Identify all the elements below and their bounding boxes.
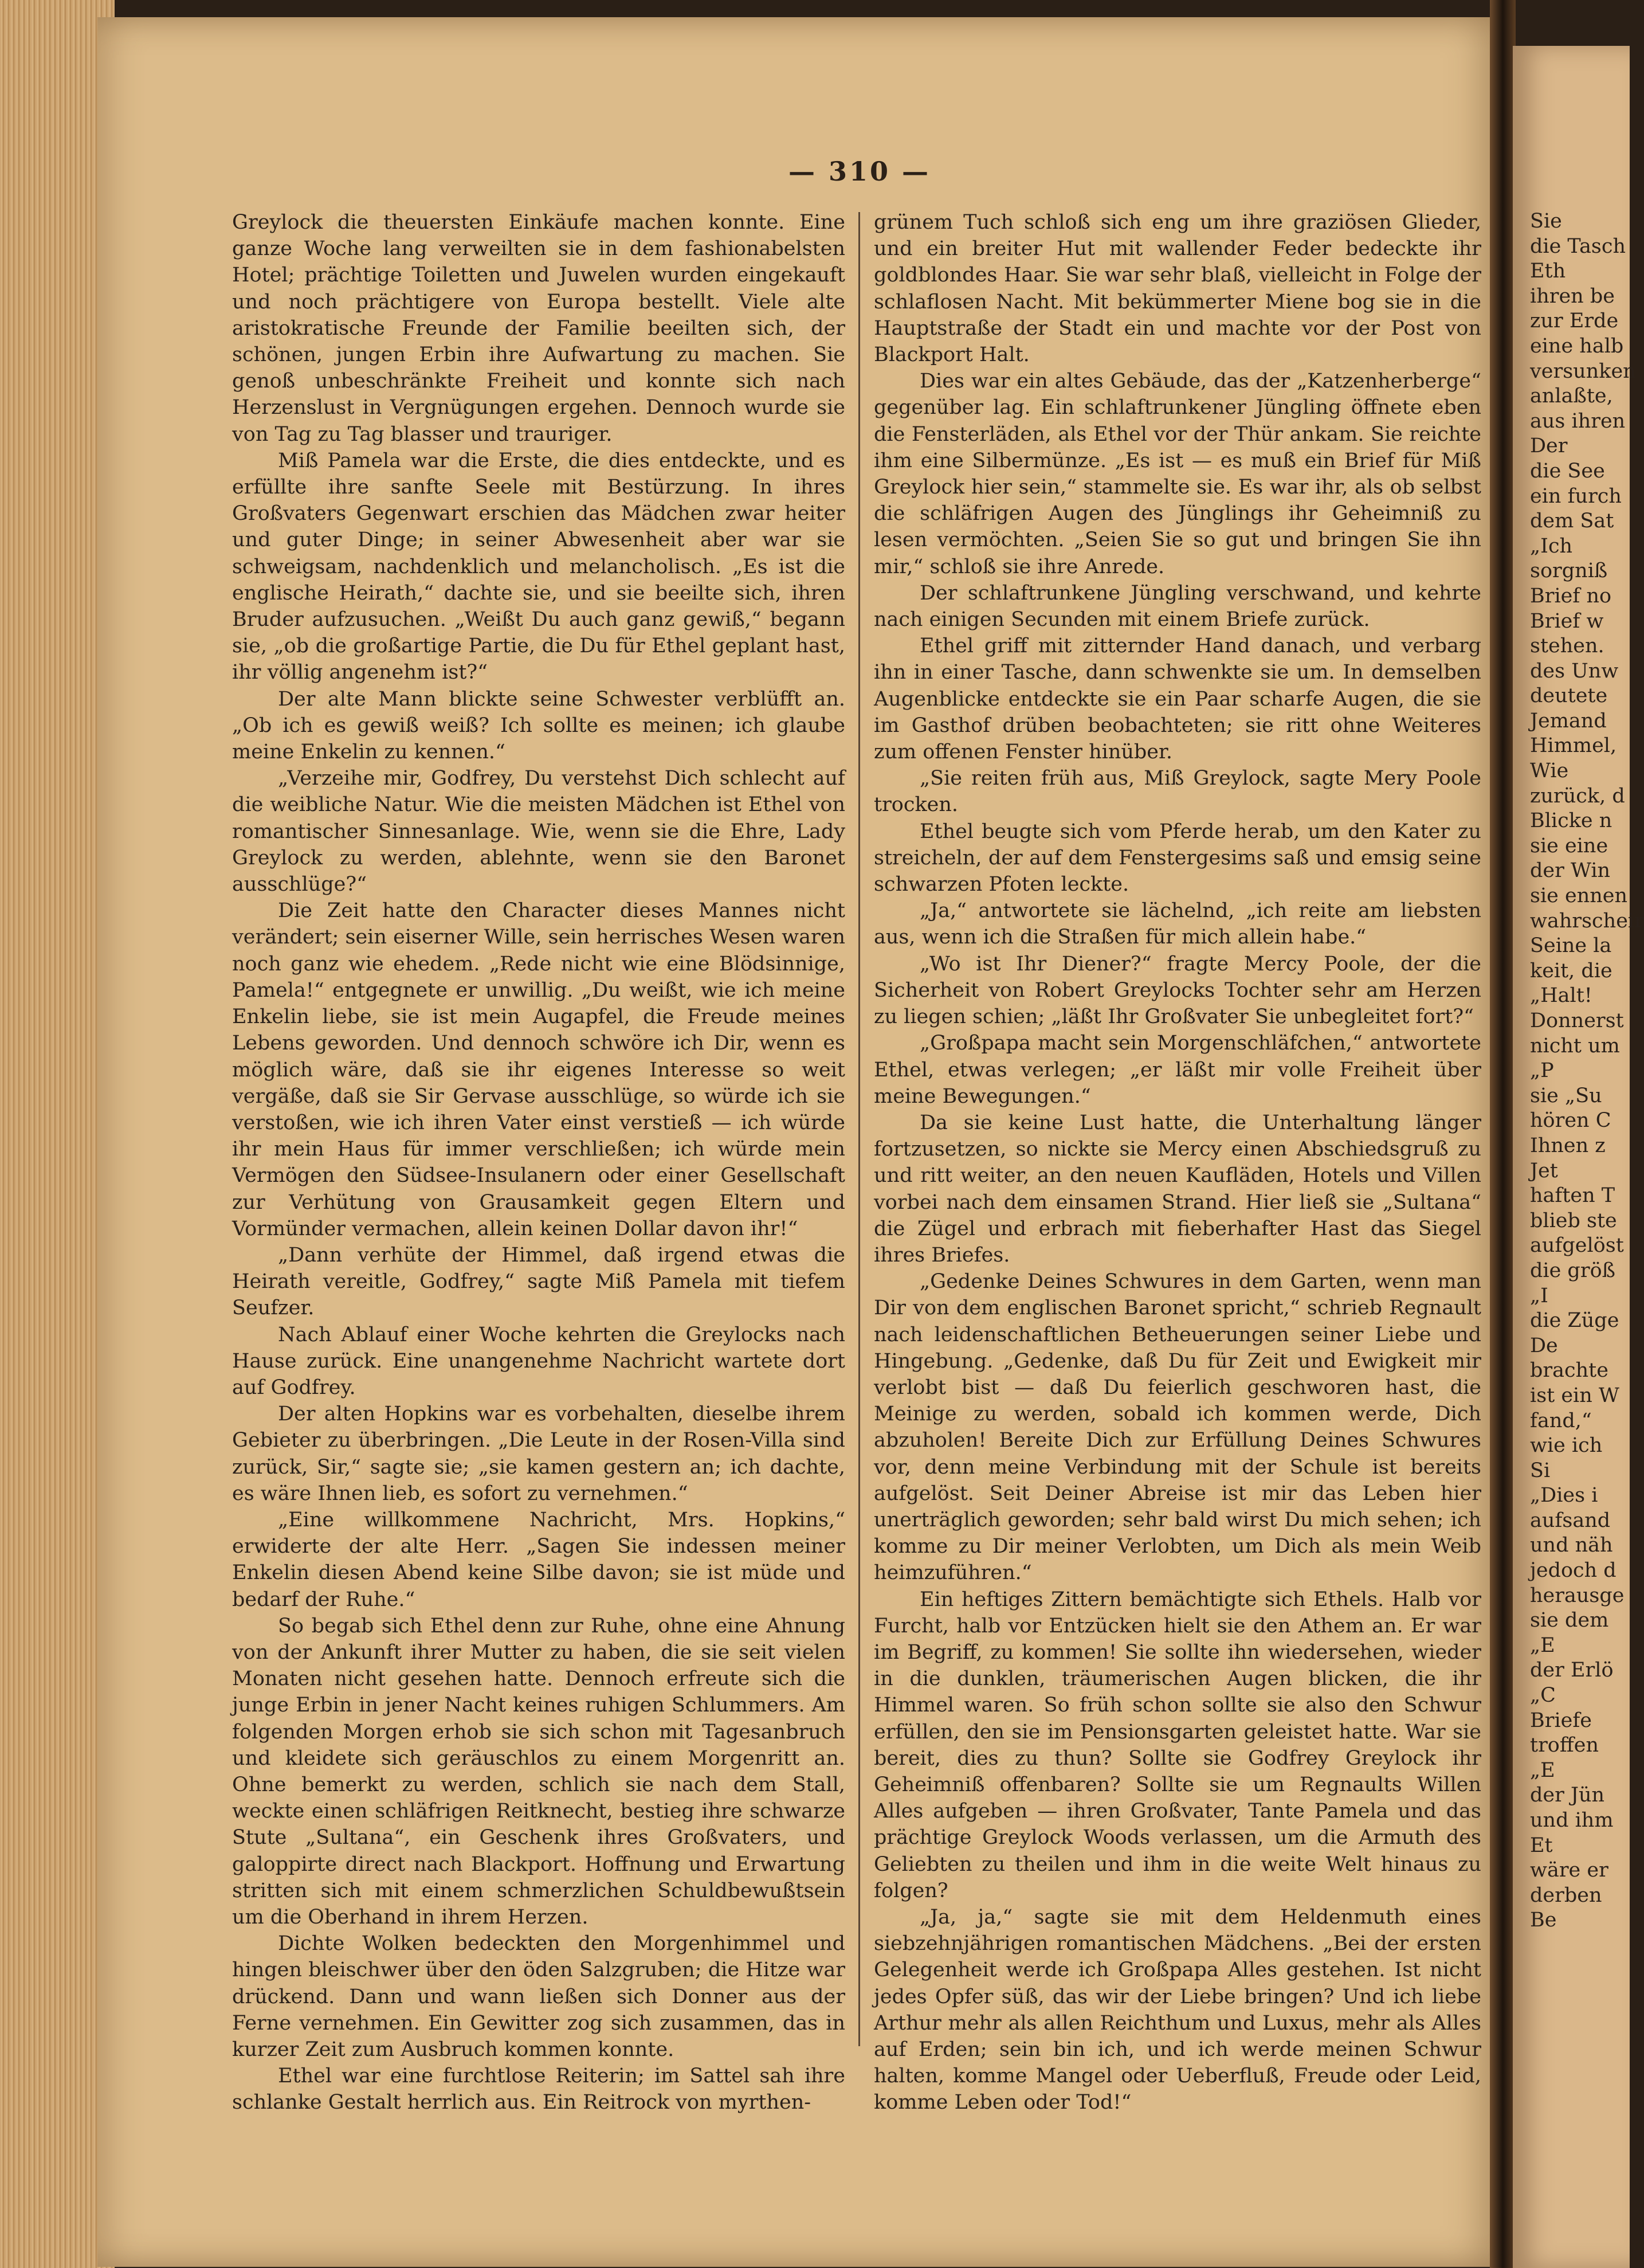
paragraph: Die Zeit hatte den Character dieses Mannes nicht verändert; sein eiserner Wille, sein herrisches Wesen waren noch ganz wie ehedem. „Rede nicht wie eine Blödsinnige, Pamela!“ entgegnete er unwillig. „Du weißt, wie ich meine Enkelin liebe, sie ist mein Augapfel, die Freude meines Lebens geworden. Und dennoch schwöre ich Dir, wenn es möglich wäre, daß sie ihr eigenes Interesse so weit vergäße, daß sie Sir Gervase ausschlüge, so würde ich sie verstoßen, wie ich ihren Vater einst verstieß — ich würde ihr mein Haus für immer verschließen; ich würde mein Vermögen den Südsee-Insulanern oder einer Gesellschaft zur Verhütung von Grausamkeit gegen Eltern und Vormünder vermachen, allein keinen Dollar davon ihr!“ xyxy=(232,899,845,1240)
text-line-fragment: Et xyxy=(1530,1834,1553,1857)
paragraph: „Dann verhüte der Himmel, daß irgend etwas die Heirath vereitle, Godfrey,“ sagte Miß Pamela mit tiefem Seufzer. xyxy=(232,1243,845,1320)
text-line-fragment: troffen xyxy=(1530,1734,1599,1757)
left-text-column xyxy=(232,209,845,2116)
text-line-fragment: Blicke n xyxy=(1530,809,1612,833)
text-line-fragment: keit, die xyxy=(1530,959,1612,982)
text-line-fragment: hören C xyxy=(1530,1109,1611,1133)
paragraph: Ethel beugte sich vom Pferde herab, um den Kater zu streicheln, der auf dem Fenstergesims saß und emsig seine schwarzen Pfoten leckte. xyxy=(874,820,1481,896)
paragraph: Der alten Hopkins war es vorbehalten, dieselbe ihrem Gebieter zu überbringen. „Die Leute in der Rosen-Villa sind zurück, Sir,“ sagte sie; „sie kamen gestern an; ich dachte, es wäre Ihnen lieb, es sofort zu vernehmen.“ xyxy=(232,1403,845,1505)
text-line-fragment: die größ xyxy=(1530,1259,1616,1282)
book-gutter xyxy=(1490,0,1516,2268)
paragraph: „Großpapa macht sein Morgenschläfchen,“ antwortete Ethel, etwas verlegen; „er läßt mir volle Freiheit über meine Bewegungen.“ xyxy=(874,1032,1481,1108)
text-line-fragment: ihren be xyxy=(1530,284,1615,308)
paragraph: Miß Pamela war die Erste, die dies entdeckte, und es erfüllte ihre sanfte Seele mit Bestürzung. In ihres Großvaters Gegenwart erschien das Mädchen zwar heiter und guter Dinge; in seiner Abwesenheit aber war sie schweigsam, nachdenklich und melancholisch. „Es ist die englische Heirath,“ dachte sie, und sie beeilte sich, ihren Bruder aufzusuchen. „Weißt Du auch ganz gewiß,“ begann sie, „ob die großartige Partie, die Du für Ethel geplant hast, ihr völlig angenehm ist?“ xyxy=(232,449,845,684)
text-line-fragment: wäre er xyxy=(1530,1859,1608,1882)
text-line-fragment: Wie xyxy=(1530,759,1569,783)
text-line-fragment: „E xyxy=(1530,1634,1555,1657)
text-line-fragment: Eth xyxy=(1530,260,1566,283)
text-line-fragment: Sie xyxy=(1530,210,1562,233)
paragraph: „Verzeihe mir, Godfrey, Du verstehst Dich schlecht auf die weibliche Natur. Wie die meisten Mädchen ist Ethel von romantischer Sinnesanlage. Wie, wenn sie die Ehre, Lady Greylock zu werden, ablehnte, wenn sie den Baronet ausschlüge?“ xyxy=(232,767,845,896)
text-line-fragment: aus ihren xyxy=(1530,409,1626,433)
text-line-fragment: „P xyxy=(1530,1059,1554,1083)
text-line-fragment: aufsand xyxy=(1530,1509,1611,1532)
text-line-fragment: Brief no xyxy=(1530,584,1612,608)
text-line-fragment: Brief w xyxy=(1530,609,1604,633)
text-line-fragment: wie ich xyxy=(1530,1434,1603,1458)
text-line-fragment: Donnerst xyxy=(1530,1009,1624,1032)
paragraph: Da sie keine Lust hatte, die Unterhaltung länger fortzusetzen, so nickte sie Mercy einen Abschiedsgruß zu und ritt weiter, an den neuen Kaufläden, Hotels und Villen vorbei nach dem einsamen Strand. Hier ließ sie „Sultana“ die Zügel und erbrach mit fieberhafter Hast das Siegel ihres Briefes. xyxy=(874,1111,1481,1267)
paragraph: Greylock die theuersten Einkäufe machen konnte. Eine ganze Woche lang verweilten sie in dem fashionabelsten Hotel; prächtige Toiletten und Juwelen wurden eingekauft und noch prächtigere von Europa bestellt. Viele alte aristokratische Freunde der Familie beeilten sich, der schönen, jungen Erbin ihre Aufwartung zu machen. Sie genoß unbeschränkte Freiheit und konnte sich nach Herzenslust in Vergnügungen ergehen. Dennoch wurde sie von Tag zu Tag blasser und trauriger. xyxy=(232,211,845,446)
text-line-fragment: stehen. xyxy=(1530,634,1604,658)
text-line-fragment: die Tasch xyxy=(1530,234,1626,258)
text-line-fragment: wahrscheir xyxy=(1530,909,1644,933)
text-line-fragment: und näh xyxy=(1530,1534,1613,1557)
text-line-fragment: „E xyxy=(1530,1758,1555,1782)
paragraph: Ethel griff mit zitternder Hand danach, und verbarg ihn in einer Tasche, dann schwenkte sie um. In demselben Augenblicke entdeckte sie ein Paar scharfe Augen, die sie im Gasthof drüben beobachteten; sie ritt ohne Weiteres zum offenen Fenster hinüber. xyxy=(874,634,1481,764)
text-line-fragment: jedoch d xyxy=(1530,1559,1616,1582)
right-page-fragment xyxy=(1513,46,1644,2268)
text-line-fragment: nicht um xyxy=(1530,1034,1620,1057)
text-line-fragment: deutete xyxy=(1530,684,1608,708)
text-line-fragment: und ihm xyxy=(1530,1809,1614,1832)
text-line-fragment: ein furch xyxy=(1530,484,1622,508)
text-line-fragment: des Unw xyxy=(1530,659,1619,683)
paragraph: Dies war ein altes Gebäude, das der „Katzenherberge“ gegenüber lag. Ein schlaftrunkener Jüngling öffnete eben die Fensterläden, als Ethel vor der Thür ankam. Sie reichte ihm eine Silbermünze. „Es ist — es muß ein Brief für Miß Greylock hier sein,“ stammelte sie. Es war ihr, als ob selbst die schläfrigen Augen des Jünglings ihr Geheimniß zu lesen vermöchten. „Seien Sie so gut und bringen Sie ihn mir,“ schloß sie ihre Anrede. xyxy=(874,370,1481,578)
paragraph: „Ja,“ antwortete sie lächelnd, „ich reite am liebsten aus, wenn ich die Straßen für mich allein habe.“ xyxy=(874,899,1481,949)
text-line-fragment: fand,“ xyxy=(1530,1409,1592,1432)
text-line-fragment: zur Erde xyxy=(1530,310,1619,333)
text-line-fragment: sie eine xyxy=(1530,834,1608,857)
text-line-fragment: Briefe xyxy=(1530,1709,1592,1732)
paragraph: Der alte Mann blickte seine Schwester verblüfft an. „Ob ich es gewiß weiß? Ich sollte es meinen; ich glaube meine Enkelin zu kennen.“ xyxy=(232,687,845,764)
paragraph: „Eine willkommene Nachricht, Mrs. Hopkins,“ erwiderte der alte Herr. „Sagen Sie indessen meiner Enkelin diesen Abend keine Silbe davon; sie ist müde und bedarf der Ruhe.“ xyxy=(232,1508,845,1611)
paragraph: Ein heftiges Zittern bemächtigte sich Ethels. Halb vor Furcht, halb vor Entzücken hielt sie den Athem an. Er war im Begriff, zu kommen! Sie sollte ihn wiedersehen, wieder in die dunklen, träumerischen Augen blicken, die ihr Himmel waren. So früh schon sollte sie also den Schwur erfüllen, den sie im Pensionsgarten geleistet hatte. War sie bereit, dies zu thun? Sollte sie Godfrey Greylock ihr Geheimniß offenbaren? Sollte sie um Regnaults Willen Alles aufgeben — ihren Großvater, Tante Pamela und das prächtige Greylock Woods verlassen, um die Armuth des Geliebten zu theilen und ihm in die weite Welt hinaus zu folgen? xyxy=(874,1588,1481,1902)
paragraph: „Wo ist Ihr Diener?“ fragte Mercy Poole, der die Sicherheit von Robert Greylocks Tochter sehr am Herzen zu liegen schien; „läßt Ihr Großvater Sie unbegleitet fort?“ xyxy=(874,952,1481,1029)
paragraph: So begab sich Ethel denn zur Ruhe, ohne eine Ahnung von der Ankunft ihrer Mutter zu haben, die sie seit vielen Monaten nicht gesehen hatte. Dennoch erfreute sich die junge Erbin in jener Nacht keines ruhigen Schlummers. Am folgenden Morgen erhob sie sich schon mit Tagesanbruch und kleidete sich geräuschlos zu einem Morgenritt an. Ohne bemerkt zu werden, schlich sie nach dem Stall, weckte einen schläfrigen Reitknecht, bestieg ihre schwarze Stute „Sultana“, ein Geschenk ihres Großvaters, und galoppirte direct nach Blackport. Hoffnung und Erwartung stritten sich mit einem schmerzlichen Schuldbewußtsein um die Oberhand in ihrem Herzen. xyxy=(232,1614,845,1929)
paragraph: „Sie reiten früh aus, Miß Greylock, sagte Mery Poole trocken. xyxy=(874,767,1481,817)
text-line-fragment: versunken xyxy=(1530,359,1636,383)
text-line-fragment: Ihnen z xyxy=(1530,1134,1606,1157)
text-line-fragment: aufgelöst xyxy=(1530,1234,1624,1258)
text-line-fragment: „Ich xyxy=(1530,534,1573,558)
text-line-fragment: De xyxy=(1530,1334,1558,1357)
text-line-fragment: Himmel, xyxy=(1530,734,1617,758)
text-line-fragment: brachte xyxy=(1530,1359,1608,1382)
text-line-fragment: „C xyxy=(1530,1684,1556,1707)
text-line-fragment: Jemand xyxy=(1530,709,1607,733)
text-line-fragment: Der xyxy=(1530,434,1568,458)
text-line-fragment: haften T xyxy=(1530,1184,1615,1208)
text-line-fragment: sie dem xyxy=(1530,1609,1609,1632)
text-line-fragment: Be xyxy=(1530,1909,1557,1932)
paragraph: „Ja, ja,“ sagte sie mit dem Heldenmuth eines siebzehnjährigen romantischen Mädchens. „Bei der ersten Gelegenheit werde ich Großpapa Alles gestehen. Ist nicht jedes Opfer süß, das wir der Liebe bringen? Und ich liebe Arthur mehr als allen Reichthum und Luxus, mehr als Alles auf Erden; sein bin ich, und ich werde meinen Schwur halten, komme Mangel oder Ueberfluß, Freude oder Leid, komme Leben oder Tod!“ xyxy=(874,1906,1481,2114)
paragraph: „Gedenke Deines Schwures in dem Garten, wenn man Dir von dem englischen Baronet spricht,“ schrieb Regnault nach leidenschaftlichen Betheuerungen seiner Liebe und Hingebung. „Gedenke, daß Du für Zeit und Ewigkeit mir verlobt bist — daß Du feierlich geschworen hast, die Meinige zu werden, sobald ich kommen werde, Dich abzuholen! Bereite Dich zur Erfüllung Deines Schwures vor, denn meine Verbindung mit der Schule ist bereits aufgelöst. Seit Deiner Abreise ist mir das Leben hier unerträglich geworden; sehr bald wirst Du mich sehen; ich komme zu Dir meiner Verlobten, um Dich als mein Weib heimzuführen.“ xyxy=(874,1270,1481,1585)
text-line-fragment: Si xyxy=(1530,1459,1551,1482)
paragraph: Ethel war eine furchtlose Reiterin; im Sattel sah ihre schlanke Gestalt herrlich aus. Ein Reitrock von myrthen- xyxy=(232,2065,845,2114)
text-line-fragment: sorgniß xyxy=(1530,559,1608,583)
paragraph: Der schlaftrunkene Jüngling verschwand, und kehrte nach einigen Secunden mit einem Briefe zurück. xyxy=(874,581,1481,632)
text-line-fragment: herausge xyxy=(1530,1584,1625,1607)
text-line-fragment: der Erlö xyxy=(1530,1659,1614,1682)
text-line-fragment: dem Sat xyxy=(1530,510,1614,533)
text-line-fragment: der Jün xyxy=(1530,1784,1605,1807)
text-line-fragment: „Halt! xyxy=(1530,984,1592,1008)
paragraph: Dichte Wolken bedeckten den Morgenhimmel und hingen bleischwer über den öden Salzgruben; die Hitze war drückend. Dann und wann ließen sich Donner aus der Ferne vernehmen. Ein Gewitter zog sich zusammen, das in kurzer Zeit zum Ausbruch kommen konnte. xyxy=(232,1932,845,2062)
paragraph: Nach Ablauf einer Woche kehrten die Greylocks nach Hause zurück. Eine unangenehme Nachricht wartete dort auf Godfrey. xyxy=(232,1323,845,1399)
column-divider xyxy=(858,212,860,2046)
text-line-fragment: sie ennen xyxy=(1530,884,1628,908)
text-line-fragment: ist ein W xyxy=(1530,1384,1619,1407)
text-line-fragment: derben xyxy=(1530,1883,1602,1907)
text-line-fragment: zurück, d xyxy=(1530,784,1625,808)
text-line-fragment: Jet xyxy=(1530,1159,1558,1182)
text-line-fragment: die Züge xyxy=(1530,1309,1619,1333)
text-line-fragment: die See xyxy=(1530,459,1605,483)
middle-text-column xyxy=(874,209,1481,2116)
paragraph: grünem Tuch schloß sich eng um ihre graziösen Glieder, und ein breiter Hut mit wallender Feder bedeckte ihr goldblondes Haar. Sie war sehr blaß, vielleicht in Folge der schlaflosen Nacht. Mit bekümmerter Miene bog sie in die Hauptstraße der Stadt ein und machte vor der Post von Blackport Halt. xyxy=(874,211,1481,367)
text-line-fragment: anlaßte, xyxy=(1530,385,1613,408)
right-page-text-column xyxy=(1530,209,1644,1933)
text-line-fragment: „Dies i xyxy=(1530,1484,1598,1507)
text-line-fragment: sie „Su xyxy=(1530,1084,1602,1107)
text-line-fragment: eine halb xyxy=(1530,334,1624,358)
text-line-fragment: Seine la xyxy=(1530,934,1612,958)
text-line-fragment: der Win xyxy=(1530,859,1611,883)
text-line-fragment: „I xyxy=(1530,1284,1548,1307)
text-line-fragment: blieb ste xyxy=(1530,1209,1617,1232)
page-number: — 310 — xyxy=(788,156,931,187)
